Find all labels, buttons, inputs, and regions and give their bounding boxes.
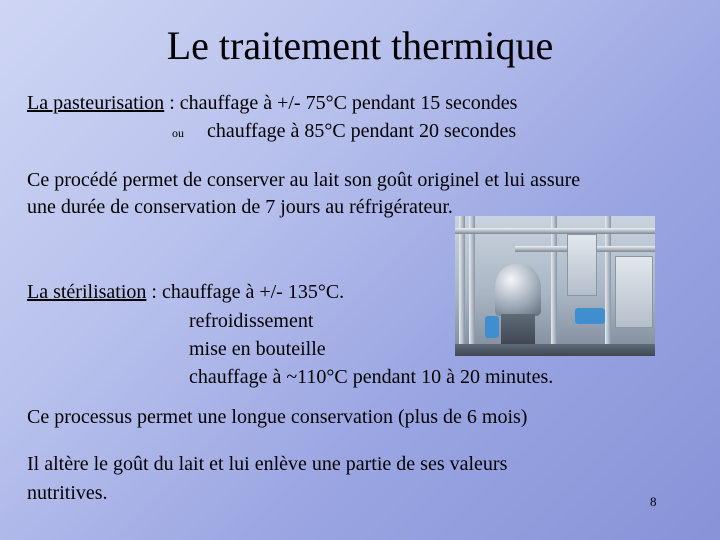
pasteurisation-detail-2: chauffage à 85°C pendant 20 secondes	[207, 120, 517, 142]
sterilisation-label: La stérilisation	[27, 281, 147, 303]
paragraph-3-line-2: nutritives.	[27, 482, 108, 504]
paragraph-2: Ce processus permet une longue conservation (plus de 6 mois)	[27, 406, 528, 428]
paragraph-3-line-1: Il altère le goût du lait et lui enlève une partie de ses valeurs	[27, 453, 508, 475]
pasteurisation-label: La pasteurisation	[27, 92, 165, 114]
pasteurisation-line-1	[27, 91, 517, 115]
pasteurisation-detail-1: : chauffage à +/- 75°C pendant 15 secondes	[164, 92, 518, 114]
dairy-machinery-photo	[455, 216, 655, 356]
sterilisation-detail-1: : chauffage à +/- 135°C.	[146, 281, 345, 303]
sterilisation-step-2: refroidissement	[189, 310, 314, 332]
sterilisation-step-4: chauffage à ~110°C pendant 10 à 20 minutes.	[189, 366, 554, 388]
paragraph-1-line-1: Ce procédé permet de conserver au lait son goût originel et lui assure	[27, 169, 581, 191]
pasteurisation-line-2	[172, 119, 184, 145]
slide-number: 8	[650, 494, 657, 509]
sterilisation-step-3: mise en bouteille	[189, 338, 326, 360]
or-connector: ou	[172, 126, 184, 140]
sterilisation-line-1	[27, 280, 344, 304]
slide-title: Le traitement thermique	[166, 23, 554, 68]
paragraph-1-line-2: une durée de conservation de 7 jours au réfrigérateur.	[27, 196, 453, 218]
